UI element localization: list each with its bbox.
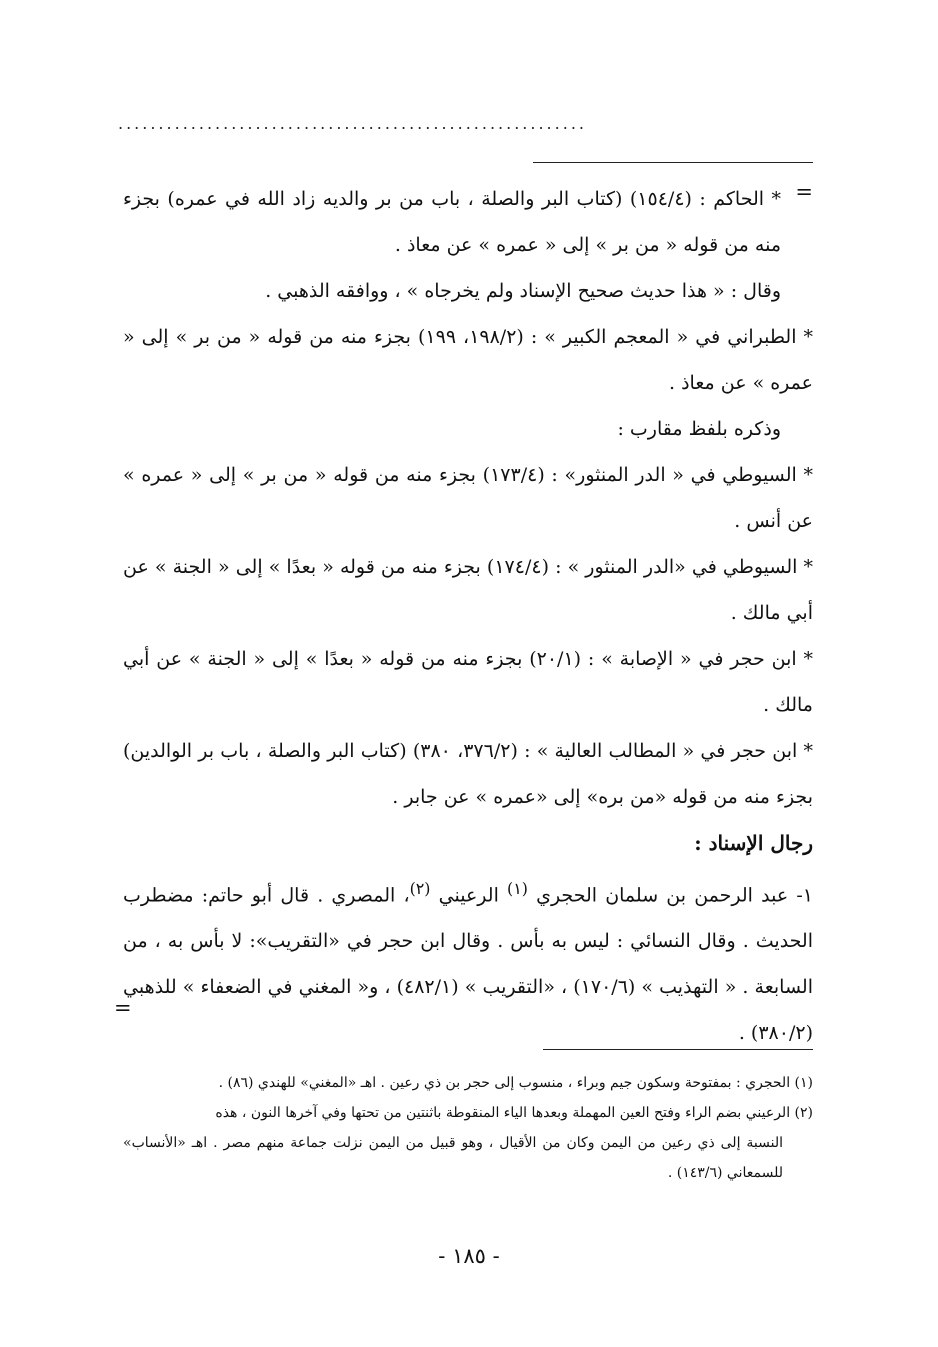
paragraph-hakim-comment: وقال : « هذا حديث صحيح الإسناد ولم يخرجاه » ، ووافقه الذهبي . <box>265 280 781 302</box>
footnote-ref-1[interactable]: (١) <box>507 879 528 898</box>
main-text <box>123 176 813 1056</box>
footnote-2-line-1: (٢) الرعيني بضم الراء وفتح العين المهملة وبعدها الياء المنقوطة باثنتين من تحتها وفي آخرها النون ، هذه <box>215 1105 813 1121</box>
page-number: - ١٨٥ - <box>438 1244 500 1268</box>
continuation-mark-bottom: = <box>114 996 132 1020</box>
top-rule <box>533 162 813 163</box>
paragraph-similar-wording: وذكره بلفظ مقارب : <box>617 418 781 440</box>
paragraph-ibn-hajar-isaba: * ابن حجر في « الإصابة » : (٢٠/١) بجزء منه من قوله « بعدًا » إلى « الجنة » عن أبي مالك . <box>123 648 813 716</box>
paragraph-suyuti-2: * السيوطي في «الدر المنثور » : (١٧٤/٤) بجزء منه من قوله « بعدًا » إلى « الجنة » عن أبي مالك . <box>123 556 813 624</box>
footnote-rule <box>543 1049 813 1050</box>
paragraph-suyuti-1: * السيوطي في « الدر المنثور» : (١٧٣/٤) بجزء منه من قوله « من بر » إلى « عمره » عن أنس . <box>123 464 814 532</box>
narrator-text-2: الرعيني <box>430 884 508 907</box>
paragraph-tabarani: * الطبراني في « المعجم الكبير » : (١٩٨/٢، ١٩٩) بجزء منه من قوله « من بر » إلى « عمره » عن معاذ . <box>123 326 813 394</box>
paragraph-ibn-hajar-matalib: * ابن حجر في « المطالب العالية » : (٣٧٦/٢، ٣٨٠) (كتاب البر والصلة ، باب بر الوالدين) بجزء منه من قوله «من بره» إلى «عمره » عن جابر . <box>123 740 814 808</box>
footnote-ref-2[interactable]: (٢) <box>409 879 431 898</box>
narrator-text-3: ، المصري . قال أبو حاتم: مضطرب الحديث . وقال النسائي : ليس به بأس . وقال ابن حجر في «التقريب»: لا بأس به ، من السابعة . « التهذيب » (١٧٠/٦) ، «التقريب » (٤٨٢/١) ، و« المغني في الضعفاء » للذهبي (٣٨٠/٢) . <box>123 884 813 1045</box>
separator-dots: .......................................................... <box>118 114 587 133</box>
paragraph-hakim: * الحاكم : (١٥٤/٤) (كتاب البر والصلة ، باب من بر والديه زاد الله في عمره) بجزء منه من قوله « من بر » إلى « عمره » عن معاذ . <box>123 188 781 256</box>
footnote-2-line-2: النسبة إلى ذي رعين من اليمن وكان من الأقيال ، وهو قبيل من اليمن نزلت جماعة منهم مصر . اهـ «الأنساب» للسمعاني (١٤٣/٦) . <box>123 1135 783 1181</box>
continuation-mark-top: = <box>795 180 813 204</box>
footnote-1: (١) الحجري : بمفتوحة وسكون جيم وبراء ، منسوب إلى حجر بن ذي رعين . اهـ «المغني» للهندي (٨٦) . <box>218 1075 813 1091</box>
section-heading: رجال الإسناد : <box>694 831 813 855</box>
narrator-text-1: ١- عبد الرحمن بن سلمان الحجري <box>527 884 813 907</box>
paragraph-narrator <box>123 866 813 1056</box>
footnotes <box>123 1068 813 1188</box>
